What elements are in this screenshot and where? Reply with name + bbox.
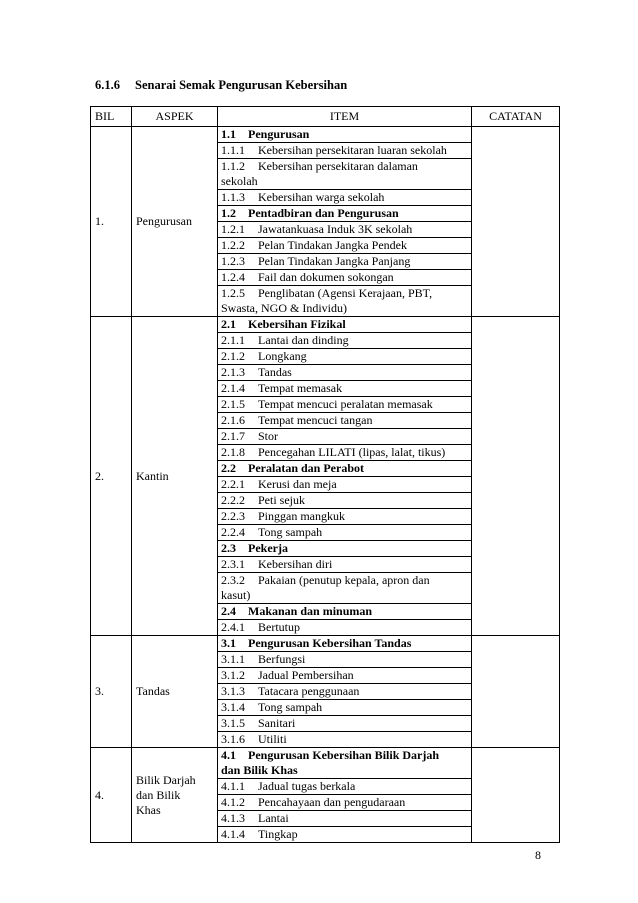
item-code: 1.2.3 [221,254,245,268]
item-cell [218,748,472,843]
item-text: Pentadbiran dan Pengurusan [248,206,399,220]
item-text: Tandas [258,365,292,379]
item-entry [218,222,471,238]
table-row [91,636,560,748]
item-subheading [218,636,471,652]
bil-cell: 1. [91,127,132,317]
item-text: Kebersihan persekitaran dalaman [258,159,418,173]
catatan-cell [472,317,560,636]
item-text: Jadual Pembersihan [258,668,354,682]
aspek-line: dan Bilik [136,787,181,802]
item-text: Tong sampah [258,700,323,714]
item-entry [218,190,471,206]
bil-cell: 2. [91,317,132,636]
item-text: Sanitari [258,716,296,730]
item-text: Pinggan mangkuk [258,509,345,523]
item-code: 4.1.2 [221,795,245,809]
item-code: 2.4 [221,604,236,618]
item-code: 4.1.3 [221,811,245,825]
item-text: Kerusi dan meja [258,477,337,491]
item-code: 2.2.1 [221,477,245,491]
item-code: 1.2.1 [221,222,245,236]
item-code: 2.1.1 [221,333,245,347]
item-entry [218,732,471,747]
item-code: 1.1 [221,127,236,141]
table-header-row [91,107,560,127]
item-entry [218,684,471,700]
item-text: Tatacara penggunaan [258,684,360,698]
item-code: 1.1.3 [221,190,245,204]
catatan-cell [472,127,560,317]
item-entry [218,493,471,509]
aspek-cell: Tandas [132,636,218,748]
item-entry [218,143,471,159]
item-code: 2.1.2 [221,349,245,363]
section-heading [95,78,347,93]
header-aspek: ASPEK [132,107,218,127]
item-entry [218,557,471,573]
item-text: Pelan Tindakan Jangka Pendek [258,238,407,252]
catatan-cell [472,636,560,748]
item-code: 2.3.1 [221,557,245,571]
item-code: 2.1 [221,317,236,331]
item-text: Jadual tugas berkala [258,779,356,793]
item-code: 2.1.5 [221,397,245,411]
item-code: 2.1.7 [221,429,245,443]
item-entry [218,477,471,493]
item-entry [218,795,471,811]
item-cell [218,636,472,748]
item-text: Fail dan dokumen sokongan [258,270,394,284]
item-code: 4.1.4 [221,827,245,841]
item-code: 1.1.1 [221,143,245,157]
item-entry [218,333,471,349]
item-entry [218,779,471,795]
table-row [91,127,560,317]
item-entry [218,811,471,827]
item-entry [218,254,471,270]
item-text: Tingkap [258,827,298,841]
item-text: Longkang [258,349,307,363]
aspek-cell: Kantin [132,317,218,636]
item-subheading [218,127,471,143]
item-subheading [218,461,471,477]
item-text: Tempat mencuci tangan [258,413,373,427]
item-text: Pakaian (penutup kepala, apron dan [258,573,430,587]
header-bil: BIL [91,107,132,127]
item-subheading [218,541,471,557]
header-item: ITEM [218,107,472,127]
item-text: Bertutup [258,620,300,634]
item-text: Jawatankuasa Induk 3K sekolah [258,222,413,236]
item-entry [218,445,471,461]
item-entry [218,652,471,668]
item-entry [218,429,471,445]
table-row [91,748,560,843]
item-code: 2.2.2 [221,493,245,507]
item-entry [218,381,471,397]
item-text: Lantai dan dinding [258,333,349,347]
item-text: Pengurusan Kebersihan Bilik Darjah [248,748,440,762]
item-entry [218,620,471,635]
item-text: Pencahayaan dan pengudaraan [258,795,406,809]
item-entry [218,413,471,429]
catatan-cell [472,748,560,843]
item-code: 1.2.4 [221,270,245,284]
item-code: 4.1.1 [221,779,245,793]
item-text: Pengurusan Kebersihan Tandas [248,636,412,650]
item-text-continuation: Swasta, NGO & Individu) [221,301,347,315]
item-text: Kebersihan diri [258,557,333,571]
item-entry [218,365,471,381]
item-cell [218,127,472,317]
item-text-continuation: dan Bilik Khas [221,763,298,777]
item-code: 1.2.2 [221,238,245,252]
item-code: 3.1.1 [221,652,245,666]
item-text-continuation: sekolah [221,174,258,188]
item-subheading [218,748,471,779]
item-entry [218,668,471,684]
item-subheading [218,604,471,620]
bil-cell: 3. [91,636,132,748]
item-code: 2.1.6 [221,413,245,427]
item-text: Makanan dan minuman [248,604,373,618]
checklist-table [90,106,560,843]
aspek-cell [132,748,218,843]
item-code: 3.1.5 [221,716,245,730]
item-entry [218,270,471,286]
item-text: Pelan Tindakan Jangka Panjang [258,254,411,268]
item-code: 3.1.4 [221,700,245,714]
item-code: 2.2.3 [221,509,245,523]
item-text: Tong sampah [258,525,323,539]
item-entry [218,525,471,541]
item-text: Kebersihan persekitaran luaran sekolah [258,143,447,157]
item-entry [218,827,471,842]
item-code: 1.2 [221,206,236,220]
item-text: Pengurusan [248,127,310,141]
item-entry [218,716,471,732]
item-subheading [218,206,471,222]
item-code: 2.2.4 [221,525,245,539]
aspek-line: Bilik Darjah [136,772,196,787]
item-entry [218,349,471,365]
item-code: 2.3.2 [221,573,245,587]
item-text: Pencegahan LILATI (lipas, lalat, tikus) [258,445,446,459]
item-code: 2.1.4 [221,381,245,395]
item-entry [218,700,471,716]
item-text: Penglibatan (Agensi Kerajaan, PBT, [258,286,433,300]
item-code: 2.4.1 [221,620,245,634]
item-code: 3.1 [221,636,236,650]
item-code: 3.1.3 [221,684,245,698]
section-title: Senarai Semak Pengurusan Kebersihan [135,78,348,92]
item-text: Stor [258,429,279,443]
item-text: Lantai [258,811,289,825]
aspek-line: Khas [136,802,161,817]
page-number: 8 [535,848,541,862]
item-text: Utiliti [258,732,287,746]
item-text-continuation: kasut) [221,588,251,602]
item-code: 1.1.2 [221,159,245,173]
item-text: Pekerja [248,541,288,555]
item-text: Peralatan dan Perabot [248,461,364,475]
item-text: Tempat mencuci peralatan memasak [258,397,433,411]
bil-cell: 4. [91,748,132,843]
item-text: Berfungsi [258,652,306,666]
header-catatan: CATATAN [472,107,560,127]
item-code: 2.1.8 [221,445,245,459]
item-entry [218,509,471,525]
item-code: 2.1.3 [221,365,245,379]
item-entry [218,238,471,254]
item-cell [218,317,472,636]
item-text: Kebersihan Fizikal [248,317,346,331]
item-text: Peti sejuk [258,493,305,507]
item-code: 2.3 [221,541,236,555]
item-code: 4.1 [221,748,236,762]
item-code: 3.1.2 [221,668,245,682]
section-number: 6.1.6 [95,78,120,92]
item-code: 1.2.5 [221,286,245,300]
item-entry [218,573,471,604]
aspek-cell: Pengurusan [132,127,218,317]
item-entry [218,397,471,413]
item-text: Kebersihan warga sekolah [258,190,385,204]
item-text: Tempat memasak [258,381,343,395]
item-subheading [218,317,471,333]
item-entry [218,159,471,190]
table-row [91,317,560,636]
item-code: 2.2 [221,461,236,475]
item-entry [218,286,471,316]
item-code: 3.1.6 [221,732,245,746]
